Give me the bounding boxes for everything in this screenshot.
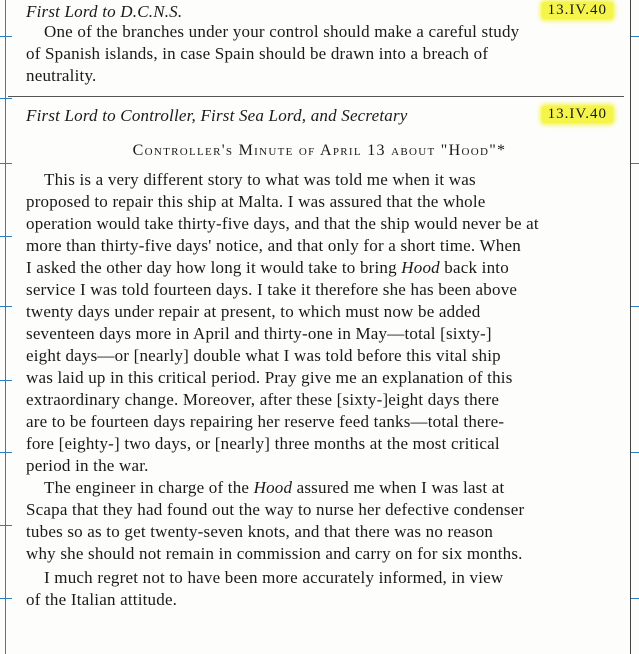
margin-tick — [0, 525, 12, 526]
memo2-header: First Lord to Controller, First Sea Lord, and Secretary — [26, 106, 408, 125]
memo1-date: 13.IV.40 — [542, 2, 613, 19]
para1-line: operation would take thirty-five days, and that the ship would never be at — [26, 214, 539, 233]
margin-tick — [631, 306, 639, 307]
para1-line: was laid up in this critical period. Pray give me an explanation of this — [26, 368, 513, 387]
para3-line: of the Italian attitude. — [26, 590, 178, 609]
memo1-header: First Lord to D.C.N.S. — [26, 2, 183, 21]
para1-line: more than thirty-five days' notice, and that only for a short time. When — [26, 236, 521, 255]
para1-line: I asked the other day how long it would take to bring Hood back into — [26, 258, 509, 277]
margin-tick — [631, 598, 639, 599]
memo1-line: neutrality. — [26, 66, 97, 85]
para1-line: extraordinary change. Moreover, after these [sixty-]eight days there — [26, 390, 500, 409]
margin-tick — [0, 380, 12, 381]
margin-tick — [0, 98, 12, 99]
margin-tick — [0, 306, 12, 307]
para1-line: proposed to repair this ship at Malta. I was assured that the whole — [26, 192, 486, 211]
para1-line: eight days—or [nearly] double what I was told before this vital ship — [26, 346, 501, 365]
para1-line: seventeen days more in April and thirty-one in May—total [sixty-] — [26, 324, 492, 343]
margin-tick — [631, 452, 639, 453]
memo2-date: 13.IV.40 — [542, 106, 613, 123]
memo1-line: of Spanish islands, in case Spain should be drawn into a breach of — [26, 44, 489, 63]
para2-line: tubes so as to get twenty-seven knots, and that there was no reason — [26, 522, 494, 541]
para1-line: period in the war. — [26, 456, 149, 475]
para2-line: Scapa that they had found out the way to nurse her defective condenser — [26, 500, 525, 519]
margin-tick — [0, 236, 12, 237]
margin-tick — [631, 36, 639, 37]
para3-line: I much regret not to have been more accurately informed, in view — [44, 568, 504, 587]
margin-tick — [0, 36, 12, 37]
para2-line: The engineer in charge of the Hood assured me when I was last at — [44, 478, 505, 497]
para1-line: fore [eighty-] two days, or [nearly] three months at the most critical — [26, 434, 500, 453]
para2-line: why she should not remain in commission and carry on for six months. — [26, 544, 523, 563]
section-divider — [8, 96, 624, 97]
para1-line: service I was told fourteen days. I take it therefore she has been above — [26, 280, 518, 299]
margin-tick — [0, 163, 12, 164]
margin-tick — [631, 163, 639, 164]
minute-heading: Controller's Minute of April 13 about "Hood"* — [132, 142, 507, 159]
para1-line: twenty days under repair at present, to which must now be added — [26, 302, 481, 321]
right-border-line — [630, 0, 631, 654]
para1-line: This is a very different story to what was told me when it was — [44, 170, 476, 189]
memo1-line: One of the branches under your control should make a careful study — [44, 22, 520, 41]
para1-line: are to be fourteen days repairing her reserve feed tanks—total there- — [26, 412, 505, 431]
margin-tick — [0, 452, 12, 453]
margin-tick — [0, 598, 12, 599]
